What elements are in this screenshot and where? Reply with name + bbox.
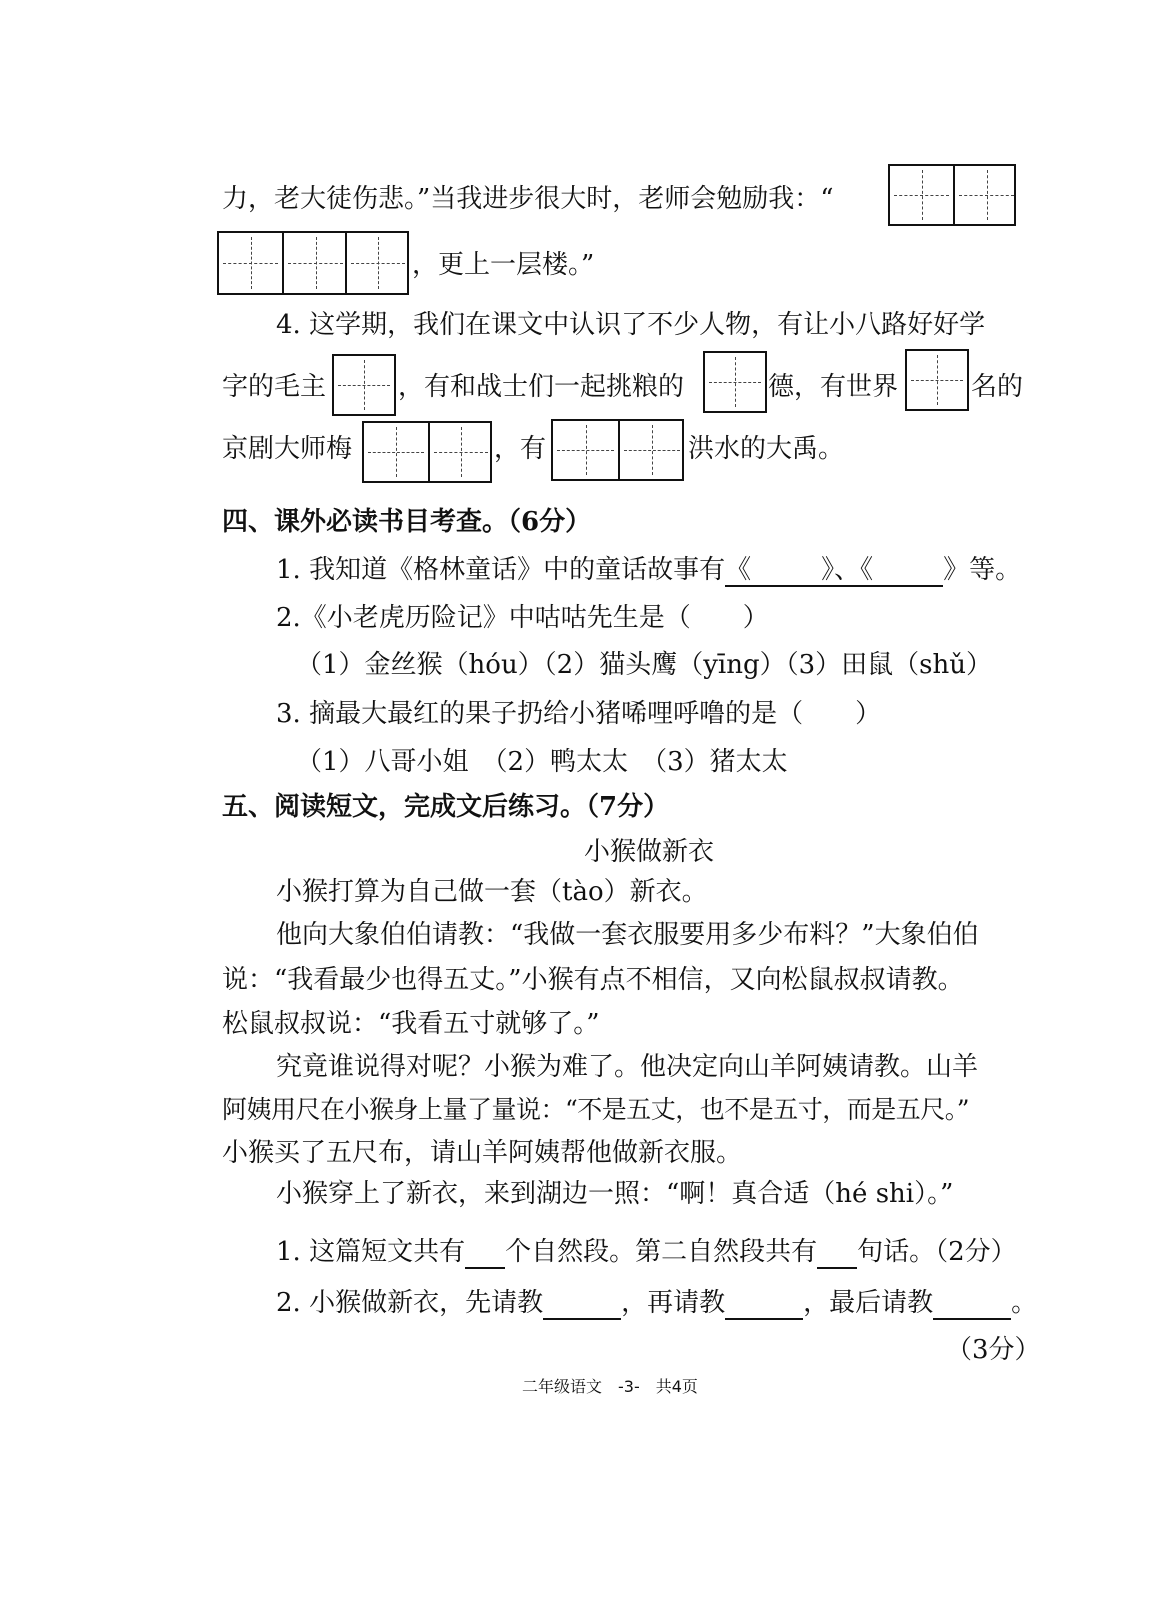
story-p2-l3-text: 松鼠叔叔说：“我看五寸就够了。” xyxy=(222,1009,600,1039)
story-p4-text: 小猴穿上了新衣，来到湖边一照：“啊！真合适（hé shi）。” xyxy=(276,1179,954,1209)
q4-line2c-text: 德，有世界 xyxy=(768,372,899,402)
story-p2-l2-text: 说：“我看最少也得五丈。”小猴有点不相信，又向松鼠叔叔请教。 xyxy=(222,965,964,995)
answer-box-mao[interactable] xyxy=(332,354,396,416)
story-p2-l1 xyxy=(276,918,979,952)
q4-line1 xyxy=(276,308,985,342)
story-p1 xyxy=(276,875,708,909)
answer-box-3[interactable] xyxy=(217,231,409,295)
answer-box-flood[interactable] xyxy=(551,419,684,481)
sec4-q1-mid: 》、《 xyxy=(821,555,874,585)
q4-line2a xyxy=(222,370,326,404)
q3-line1-text: 力，老大徒伤悲。”当我进步很大时，老师会勉励我：“ xyxy=(222,184,834,214)
answer-box-world[interactable] xyxy=(905,349,969,411)
q4-line2d-text: 名的 xyxy=(971,372,1024,402)
story-title xyxy=(584,835,714,869)
story-p3-l1-text: 究竟谁说得对呢？小猴为难了。他决定向山羊阿姨请教。山羊 xyxy=(276,1052,979,1082)
section4-title-text: 四、课外必读书目考查。（6分） xyxy=(222,507,592,537)
last-ask-blank[interactable] xyxy=(933,1294,1011,1320)
sec5-q2-text-d: 。 xyxy=(1011,1288,1038,1318)
q3-line1 xyxy=(222,182,834,216)
answer-box-2[interactable] xyxy=(888,164,1016,226)
q3-line2 xyxy=(412,248,594,282)
story-title-text: 小猴做新衣 xyxy=(584,837,715,867)
section5-title-text: 五、阅读短文，完成文后练习。（7分） xyxy=(222,792,670,822)
q4-line3c-text: 洪水的大禹。 xyxy=(688,434,845,464)
sec4-q3-text: 3. 摘最大最红的果子扔给小猪唏哩呼噜的是（ ） xyxy=(276,699,882,729)
story-p2-l2 xyxy=(222,963,964,997)
sec5-q2-text-c: ，最后请教 xyxy=(803,1288,934,1318)
sentence-count-blank[interactable] xyxy=(817,1243,857,1269)
sec5-q1-text-a: 1. 这篇短文共有 xyxy=(276,1237,466,1267)
story-p4 xyxy=(276,1177,953,1211)
q4-line2a-text: 字的毛主 xyxy=(222,372,327,402)
sec4-q2 xyxy=(276,601,769,635)
sec5-q2-score xyxy=(946,1333,1041,1367)
q4-line3b xyxy=(494,432,546,466)
sec5-q1-text-c: 句话。（2分） xyxy=(857,1237,1017,1267)
sec4-q2-options-text: （1）金丝猴（hóu）（2）猫头鹰（yīng）（3）田鼠（shǔ） xyxy=(296,650,992,680)
sec5-q2-text-a: 2. 小猴做新衣，先请教 xyxy=(276,1288,544,1318)
book-blank-1[interactable] xyxy=(751,564,821,588)
q4-line3b-text: ，有 xyxy=(494,434,547,464)
q4-line2b-text: ，有和战士们一起挑粮的 xyxy=(398,372,685,402)
story-p3-l1 xyxy=(276,1050,978,1084)
sec4-q2-options xyxy=(296,648,992,682)
story-p3-l3-text: 小猴买了五尺布，请山羊阿姨帮他做新衣服。 xyxy=(222,1138,743,1168)
sec5-q2-text-b: ，再请教 xyxy=(621,1288,726,1318)
q4-line1-text: 4. 这学期，我们在课文中认识了不少人物，有让小八路好好学 xyxy=(276,310,986,340)
section5-title xyxy=(222,790,669,824)
sec4-q1-text: 1. 我知道《格林童话》中的童话故事有 xyxy=(276,555,726,585)
answer-box-de[interactable] xyxy=(703,351,767,413)
sec4-q3-options-text: （1）八哥小姐 （2）鸭太太 （3）猪太太 xyxy=(296,747,788,777)
q4-line3a-text: 京剧大师梅 xyxy=(222,434,353,464)
q4-line2d xyxy=(971,370,1023,404)
paragraph-count-blank[interactable] xyxy=(465,1243,505,1269)
page-footer xyxy=(522,1376,698,1398)
sec4-q1 xyxy=(276,553,1021,588)
sec5-q2-score-text: （3分） xyxy=(946,1335,1041,1365)
sec4-q3-options xyxy=(296,745,788,779)
sec4-q3 xyxy=(276,697,881,731)
story-p3-l2 xyxy=(222,1093,969,1127)
story-p2-l3 xyxy=(222,1007,600,1041)
sec4-q1-open: 《 xyxy=(725,555,752,585)
second-ask-blank[interactable] xyxy=(725,1294,803,1320)
q4-line2c xyxy=(768,370,898,404)
section4-title xyxy=(222,505,591,539)
story-p1-text: 小猴打算为自己做一套（tào）新衣。 xyxy=(276,877,708,907)
book-blank-2[interactable] xyxy=(873,564,943,588)
q4-line3c xyxy=(688,432,844,466)
sec5-q1 xyxy=(276,1235,1017,1269)
sec5-q1-text-b: 个自然段。第二自然段共有 xyxy=(505,1237,818,1267)
page-footer-text: 二年级语文 -3- 共4页 xyxy=(522,1377,698,1396)
story-p2-l1-text: 他向大象伯伯请教：“我做一套衣服要用多少布料？”大象伯伯 xyxy=(276,920,979,950)
q3-line2-text: ，更上一层楼。” xyxy=(412,250,595,280)
first-ask-blank[interactable] xyxy=(543,1294,621,1320)
story-p3-l2-text: 阿姨用尺在小猴身上量了量说：“不是五丈，也不是五寸，而是五尺。” xyxy=(222,1095,970,1124)
q4-line3a xyxy=(222,432,352,466)
q4-line2b xyxy=(398,370,684,404)
story-p3-l3 xyxy=(222,1136,742,1170)
sec4-q1-end: 》等。 xyxy=(943,555,1022,585)
answer-box-mei[interactable] xyxy=(362,421,492,483)
sec5-q2 xyxy=(276,1286,1037,1320)
sec4-q2-text: 2.《小老虎历险记》中咕咕先生是（ ） xyxy=(276,603,769,633)
